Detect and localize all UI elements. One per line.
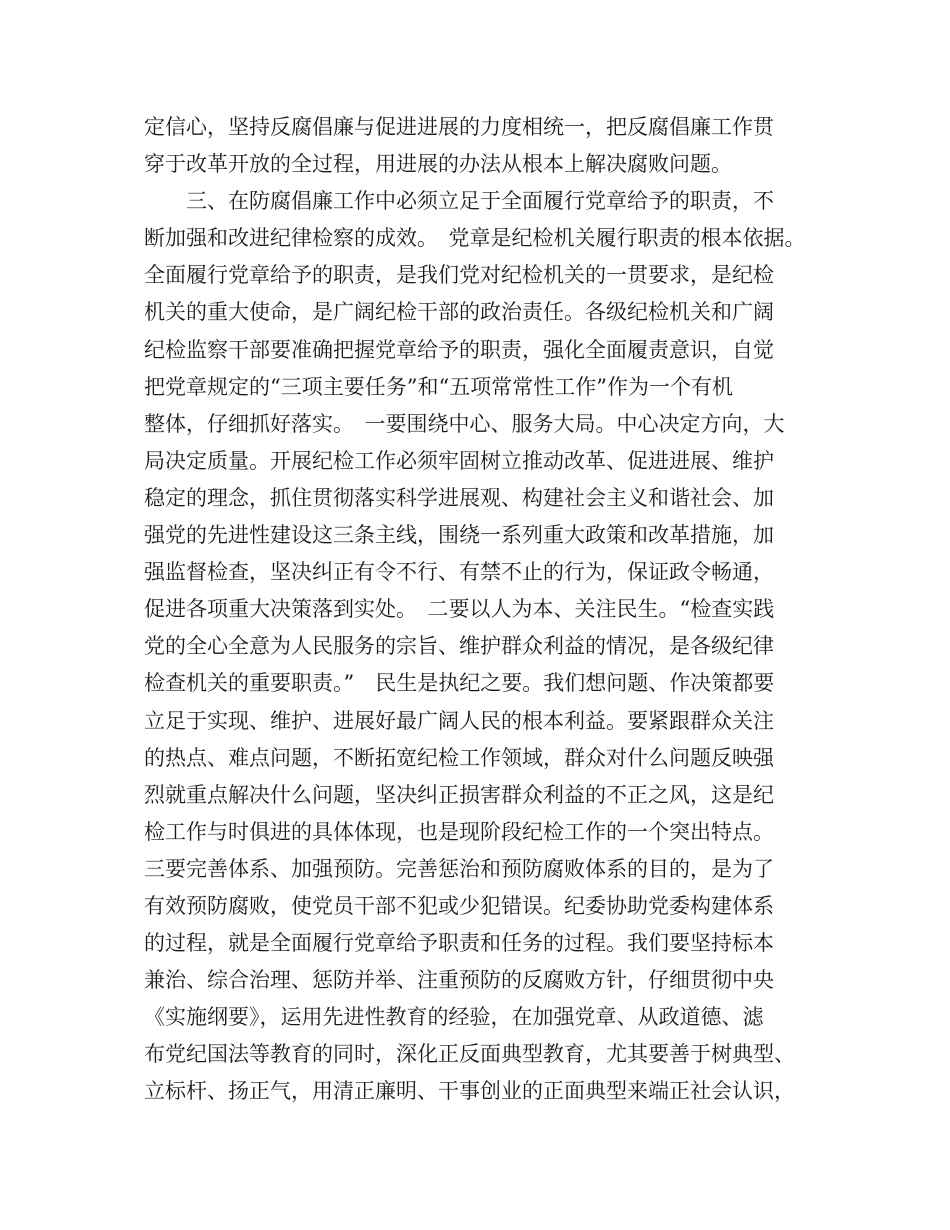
- text-line: 局决定质量。开展纪检工作必须牢固树立推动改革、促进进展、维护: [144, 448, 774, 473]
- text-line: 党的全心全意为人民服务的宗旨、维护群众利益的情况，是各级纪律: [144, 634, 774, 659]
- text-line: 立足于实现、维护、进展好最广阔人民的根本利益。要紧跟群众关注: [144, 708, 774, 733]
- text-line: 检查机关的重要职责。” 民生是执纪之要。我们想问题、作决策都要: [144, 671, 775, 696]
- text-line: 促进各项重大决策落到实处。 二要以人为本、关注民生。“检查实践: [144, 597, 775, 622]
- text-line: 断加强和改进纪律检察的成效。 党章是纪检机关履行职责的根本依据。: [144, 226, 806, 251]
- text-line: 整体，仔细抓好落实。 一要围绕中心、服务大局。中心决定方向，大: [144, 411, 785, 436]
- text-line: 立标杆、扬正气，用清正廉明、干事创业的正面典型来端正社会认识，: [144, 1079, 795, 1104]
- text-line: 兼治、综合治理、惩防并举、注重预防的反腐败方针，仔细贯彻中央: [144, 968, 774, 993]
- text-line: 穿于改革开放的全过程，用进展的办法从根本上解决腐败问题。: [144, 152, 732, 177]
- text-line: 的热点、难点问题，不断拓宽纪检工作领域，群众对什么问题反映强: [144, 745, 774, 770]
- text-line: 强党的先进性建设这三条主线，围绕一系列重大政策和改革措施，加: [144, 523, 774, 548]
- text-line: 烈就重点解决什么问题，坚决纠正损害群众利益的不正之风，这是纪: [144, 782, 774, 807]
- text-line: 有效预防腐败，使党员干部不犯或少犯错误。纪委协助党委构建体系: [144, 893, 774, 918]
- text-line: 机关的重大使命，是广阔纪检干部的政治责任。各级纪检机关和广阔: [144, 300, 774, 325]
- text-line: 稳定的理念，抓住贯彻落实科学进展观、构建社会主义和谐社会、加: [144, 485, 774, 510]
- text-line: 全面履行党章给予的职责，是我们党对纪检机关的一贯要求，是纪检: [144, 263, 774, 288]
- body-text: [144, 109, 844, 1111]
- text-line: 强监督检查，坚决纠正有令不行、有禁不止的行为，保证政令畅通，: [144, 560, 774, 585]
- text-line: 三、在防腐倡廉工作中必须立足于全面履行党章给予的职责，不: [144, 189, 774, 214]
- text-line: 《实施纲要》，运用先进性教育的经验，在加强党章、从政道德、滤: [144, 1005, 764, 1030]
- text-line: 纪检监察干部要准确把握党章给予的职责，强化全面履责意识，自觉: [144, 337, 774, 362]
- text-line: 的过程，就是全面履行党章给予职责和任务的过程。我们要坚持标本: [144, 931, 774, 956]
- text-line: 布党纪国法等教育的同时，深化正反面典型教育，尤其要善于树典型、: [144, 1042, 795, 1067]
- text-line: 三要完善体系、加强预防。完善惩治和预防腐败体系的目的，是为了: [144, 856, 774, 881]
- text-line: 把党章规定的“三项主要任务”和“五项常常性工作”作为一个有机: [144, 374, 733, 399]
- text-line: 定信心，坚持反腐倡廉与促进进展的力度相统一，把反腐倡廉工作贯: [144, 115, 774, 139]
- text-line: 检工作与时俱进的具体体现，也是现阶段纪检工作的一个突出特点。: [144, 819, 774, 844]
